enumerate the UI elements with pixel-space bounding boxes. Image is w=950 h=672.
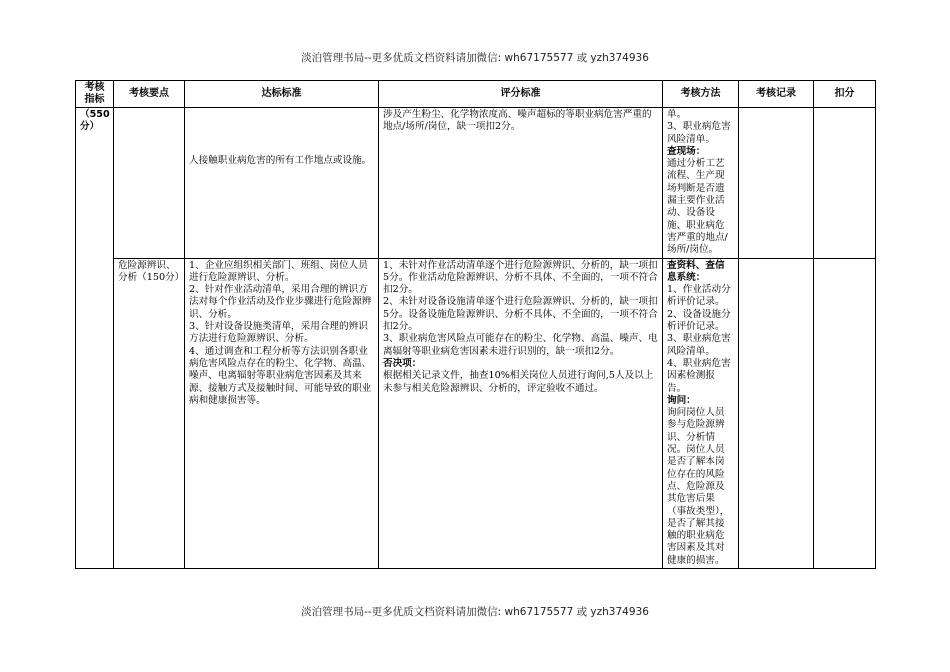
standard-item: 2、针对作业活动清单，采用合理的辨识方法对每个作业活动及作业步骤进行危险源辨识、分析。 [189,284,372,320]
standard-item: 3、针对设备设施类清单，采用合理的辨识方法进行危险源辨识、分析。 [189,321,368,345]
standard-text: 人接触职业病危害的所有工作地点或设施。 [189,155,372,166]
method-cell [663,108,739,259]
col-header-deduction: 扣分 [814,81,876,108]
method-heading: 查现场： [667,145,706,157]
method-heading: 查资料、查信息系统： [667,259,725,283]
method-inquiry: 询问岗位人员参与危险源辨识、分析情况。岗位人员是否了解本岗位存在的风险点、危险源及其危害后果（事故类型），是否了解其接触的职业病危害因素及其对健康的损害。 [667,407,730,566]
record-cell [739,108,814,259]
method-heading: 询问： [667,394,696,406]
col-header-indicator: 考核指标 [76,81,114,108]
page-footer: 淡泊管理书局--更多优质文档资料请加微信: wh67175577 或 yzh374936 [301,606,649,618]
scoring-cell [379,258,663,568]
method-line: 通过分析工艺流程、生产现场判断是否遗漏主要作业活动、设备设施、职业病危害严重的地点/场所/岗位。 [667,158,728,256]
col-header-key-point: 考核要点 [114,81,185,108]
col-header-standard: 达标标准 [185,81,379,108]
method-item: 2、设备设施分析评价记录。 [667,308,731,333]
table-header-row [76,81,876,108]
standard-cell [185,108,379,259]
method-item: 4、职业病危害因素检测报告。 [667,357,731,394]
method-line: 单。 [667,109,687,120]
standard-item: 4、通过调查和工程分析等方法识别各职业病危害风险点存在的粉尘、化学物、高温、噪声、电离辐射等职业病危害因素及其来源、接触方式及接触时间、可能导致的职业病和健康损害等。 [189,345,372,406]
scoring-item: 3、职业病危害风险点可能存在的粉尘、化学物、高温、噪声、电离辐射等职业病危害因素未进行识别的，缺一项扣2分。 [383,333,658,357]
col-header-record: 考核记录 [739,81,814,108]
record-cell [739,258,814,568]
veto-text: 根据相关记录文件，抽查10%相关岗位人员进行询问,5人及以上未参与相关危险源辨识、分析的，评定验收不通过。 [383,370,654,394]
scoring-item: 1、未针对作业活动清单逐个进行危险源辨识、分析的，缺一项扣5分。作业活动危险源辨识、分析不具体、不全面的，一项不符合扣2分。 [383,259,658,296]
scoring-item: 2、未针对设备设施清单逐个进行危险源辨识、分析的，缺一项扣5分。设备设施危险源辨识、分析不具体、不全面的，一项不符合扣2分。 [383,296,658,333]
indicator-cell: （550分） [76,108,114,569]
method-item: 1、作业活动分析评价记录。 [667,284,731,308]
veto-heading: 否决项： [383,357,422,369]
key-point-cell: 危险源辨识、分析（150分） [114,258,185,568]
col-header-scoring: 评分标准 [379,81,663,108]
key-point-cell [114,108,185,259]
page-header: 淡泊管理书局--更多优质文档资料请加微信: wh67175577 或 yzh374936 [301,52,649,64]
table-row [76,258,876,568]
col-header-method: 考核方法 [663,81,739,108]
deduction-cell [814,108,876,259]
scoring-cell: 涉及产生粉尘、化学物浓度高、噪声超标的等职业病危害严重的地点/场所/岗位，缺一项扣2分。 [379,108,663,259]
method-item: 3、职业病危害风险清单。 [667,333,731,357]
assessment-table [75,80,876,569]
method-cell [663,258,739,568]
deduction-cell [814,258,876,568]
standard-cell [185,258,379,568]
standard-item: 1、企业应组织相关部门、班组、岗位人员进行危险源辨识、分析。 [189,259,368,283]
table-row [76,108,876,259]
method-line: 3、职业病危害风险清单。 [667,121,731,145]
